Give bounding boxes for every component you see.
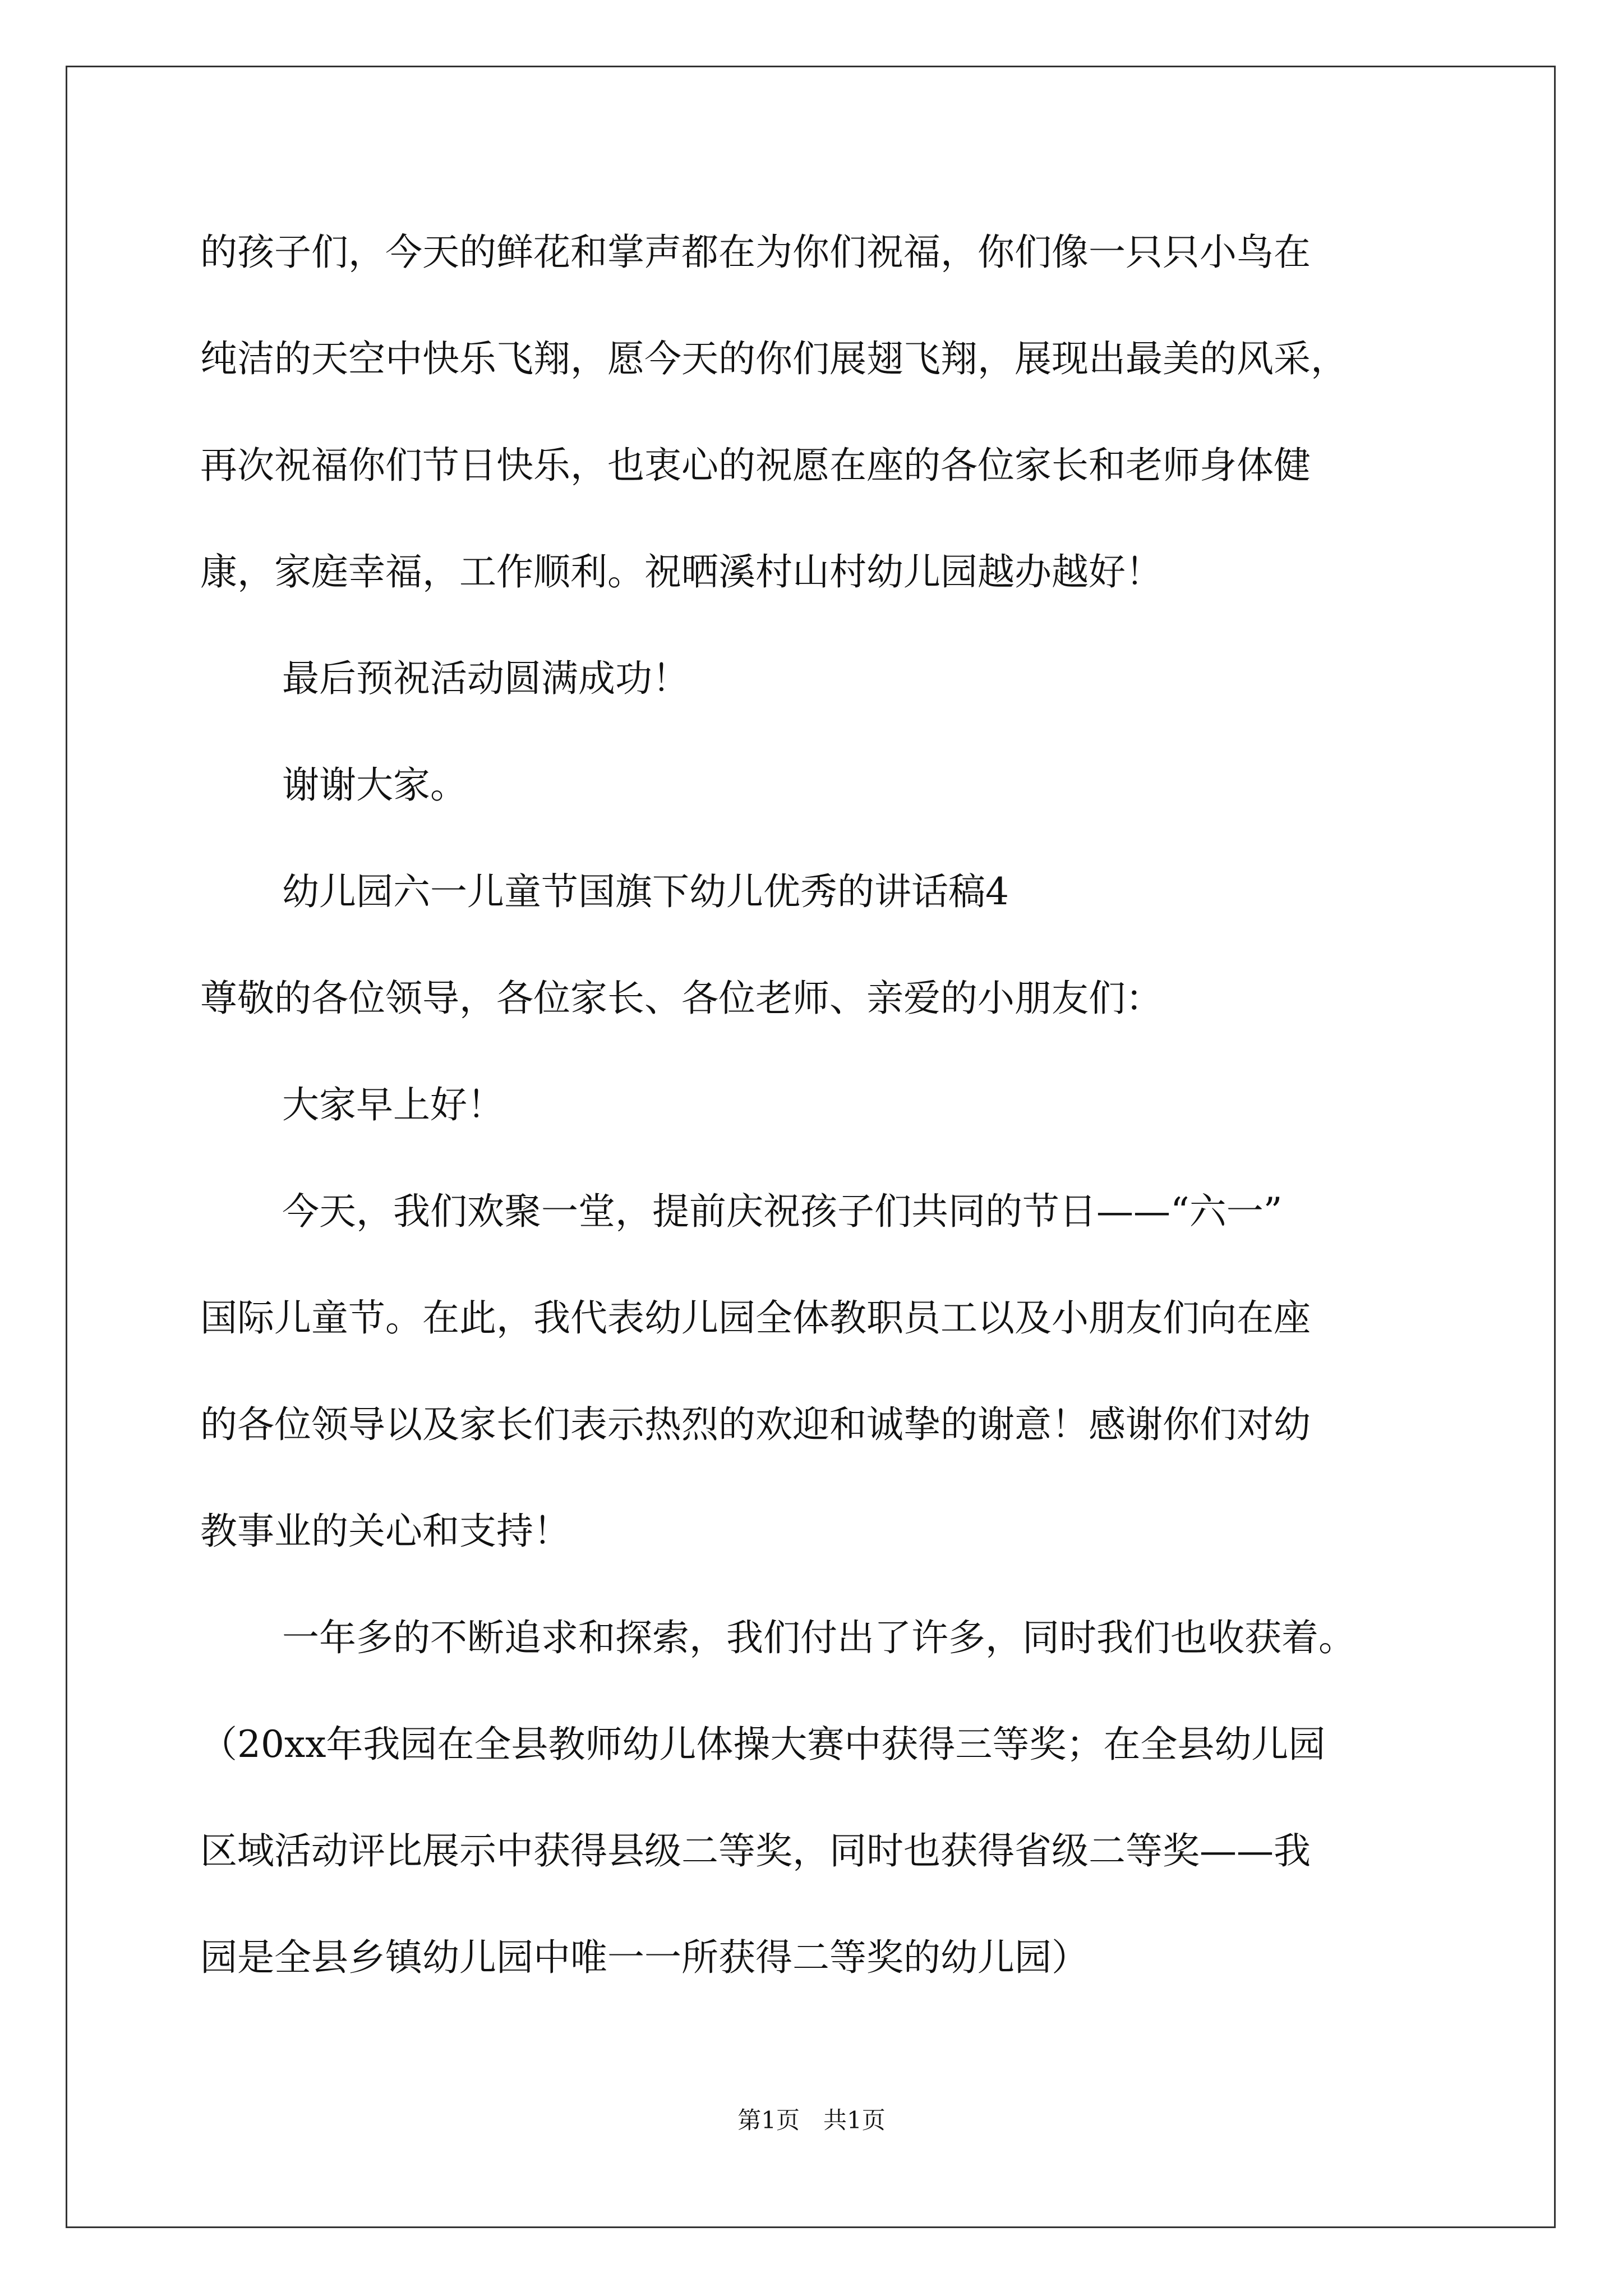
- section-heading: 幼儿园六一儿童节国旗下幼儿优秀的讲话稿4: [282, 870, 1009, 913]
- body-line-2: 纯洁的天空中快乐飞翔，愿今天的你们展翅飞翔，展现出最美的风采，: [200, 337, 1348, 380]
- body-line-3: 再次祝福你们节日快乐，也衷心的祝愿在座的各位家长和老师身体健: [200, 444, 1311, 487]
- body-line-13: 教事业的关心和支持！: [200, 1510, 570, 1553]
- salutation: 尊敬的各位领导，各位家长、各位老师、亲爱的小朋友们：: [200, 977, 1163, 1020]
- body-line-5: 最后预祝活动圆满成功！: [282, 657, 689, 700]
- page-number-footer: 第1页 共1页: [737, 2106, 886, 2134]
- body-line-10: 今天，我们欢聚一堂，提前庆祝孩子们共同的节日——“六一”: [282, 1190, 1283, 1233]
- body-line-11: 国际儿童节。在此，我代表幼儿园全体教职员工以及小朋友们向在座: [200, 1296, 1311, 1340]
- body-line-12: 的各位领导以及家长们表示热烈的欢迎和诚挚的谢意！感谢你们对幼: [200, 1403, 1311, 1446]
- body-line-16: 区域活动评比展示中获得县级二等奖，同时也获得省级二等奖——我: [200, 1829, 1311, 1872]
- page-border: [66, 66, 1556, 2228]
- body-line-17: 园是全县乡镇幼儿园中唯一一所获得二等奖的幼儿园）: [200, 1936, 1089, 1979]
- body-line-14: 一年多的不断追求和探索，我们付出了许多，同时我们也收获着。: [282, 1616, 1355, 1659]
- body-line-15: （20xx年我园在全县教师幼儿体操大赛中获得三等奖；在全县幼儿园: [200, 1723, 1326, 1766]
- greeting: 大家早上好！: [282, 1083, 504, 1126]
- body-line-4: 康，家庭幸福，工作顺利。祝晒溪村山村幼儿园越办越好！: [200, 550, 1163, 593]
- body-line-1: 的孩子们，今天的鲜花和掌声都在为你们祝福，你们像一只只小鸟在: [200, 231, 1311, 274]
- body-line-6: 谢谢大家。: [282, 763, 467, 807]
